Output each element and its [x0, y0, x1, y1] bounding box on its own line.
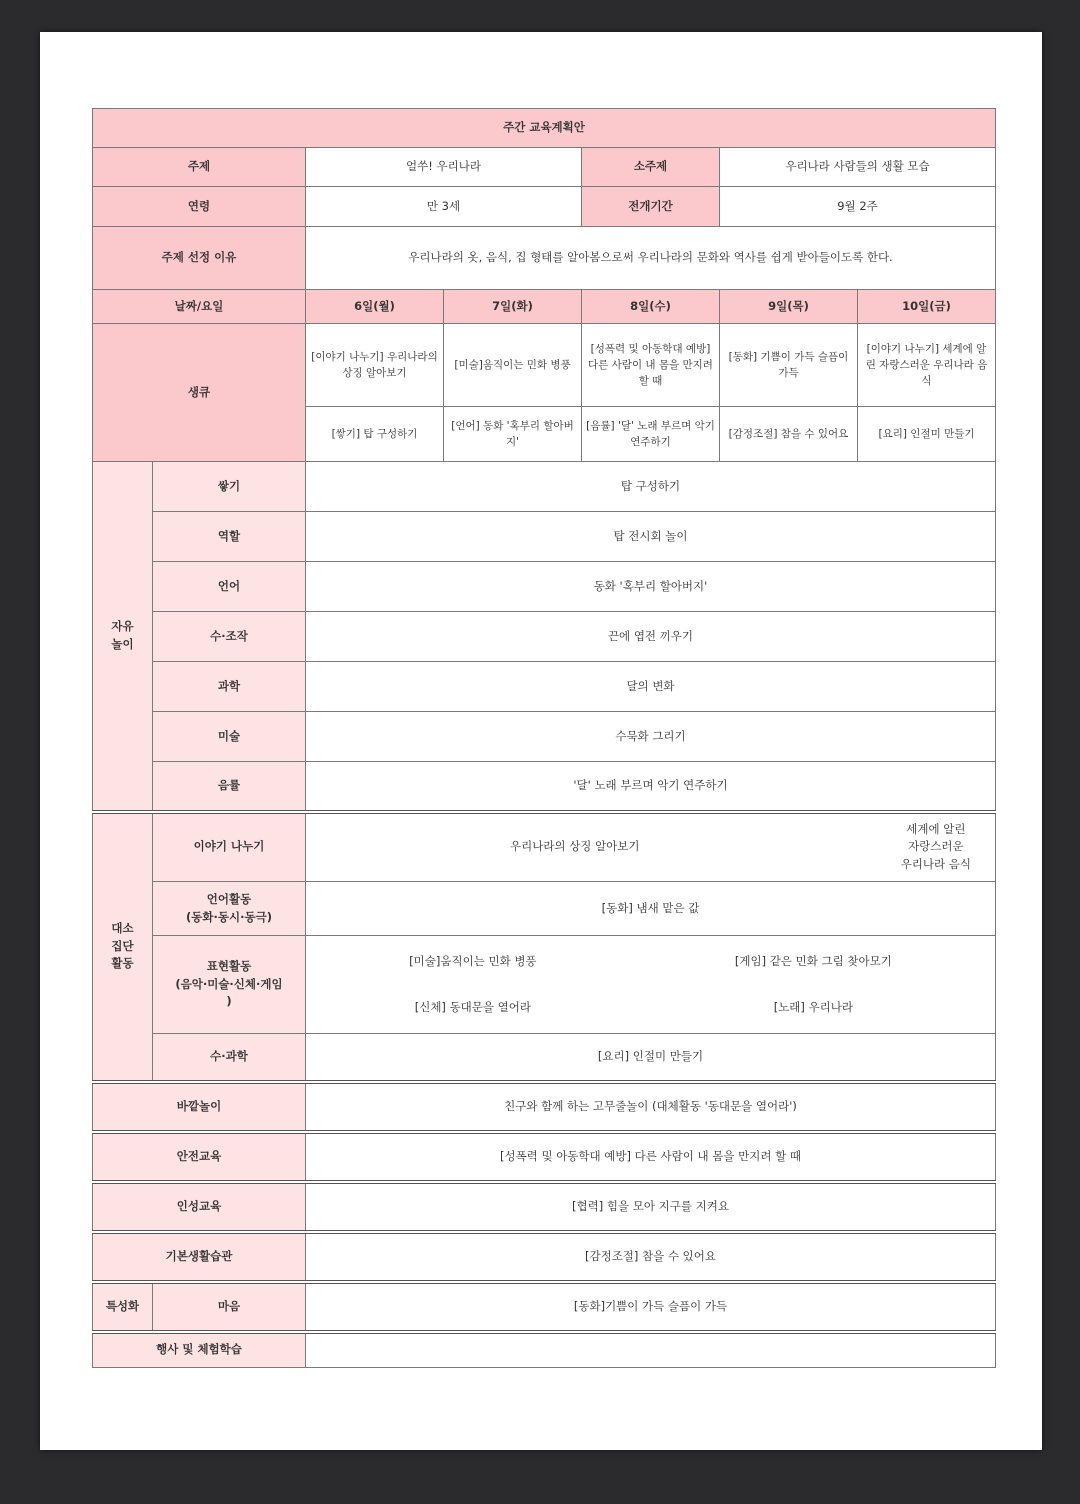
- event-value: [306, 1332, 996, 1368]
- free-play-area: 역할: [153, 512, 306, 562]
- free-play-activity: 탑 구성하기: [306, 462, 996, 512]
- special-label: 특성화: [93, 1282, 153, 1332]
- life-tue-2: [언어] 동화 '혹부리 할아버지': [444, 407, 582, 462]
- story-label: 이야기 나누기: [153, 812, 306, 882]
- free-play-area: 과학: [153, 662, 306, 712]
- habits-activity: [감정조절] 참을 수 있어요: [306, 1232, 996, 1282]
- habits-label: 기본생활습관: [93, 1232, 306, 1282]
- math-science-label: 수·과학: [153, 1034, 306, 1082]
- theme-label: 주제: [93, 148, 306, 187]
- subtheme-label: 소주제: [582, 148, 720, 187]
- expression-item: [미술]움직이는 민화 병풍: [409, 953, 537, 968]
- age-label: 연령: [93, 187, 306, 227]
- expression-item: [게임] 같은 민화 그림 찾아모기: [734, 953, 892, 968]
- free-play-area: 쌓기: [153, 462, 306, 512]
- life-wed-2: [음률] '달' 노래 부르며 악기 연주하기: [582, 407, 720, 462]
- day-tue: 7일(화): [444, 290, 582, 324]
- free-play-label: 자유 놀이: [93, 462, 153, 812]
- day-wed: 8일(수): [582, 290, 720, 324]
- period-value: 9월 2주: [720, 187, 996, 227]
- story-main: 우리나라의 상징 알아보기: [510, 839, 640, 854]
- theme-value: 얼쑤! 우리나라: [306, 148, 582, 187]
- story-cell: [306, 812, 996, 882]
- life-label: 생큐: [93, 324, 306, 462]
- document-page: [40, 32, 1042, 1450]
- large-group-label: 대소 집단 활동: [93, 812, 153, 1082]
- outdoor-activity: 친구와 함께 하는 고무줄놀이 (대체활동 '동대문을 열어라'): [306, 1082, 996, 1132]
- life-thu-2: [감정조절] 참을 수 있어요: [720, 407, 858, 462]
- free-play-activity: 수묵화 그리기: [306, 712, 996, 762]
- date-label: 날짜/요일: [93, 290, 306, 324]
- life-mon-1: [이야기 나누기] 우리나라의 상징 알아보기: [306, 324, 444, 407]
- life-mon-2: [쌓기] 탑 구성하기: [306, 407, 444, 462]
- plan-title: 주간 교육계획안: [93, 109, 996, 148]
- age-value: 만 3세: [306, 187, 582, 227]
- free-play-area: 음률: [153, 762, 306, 812]
- character-label: 인성교육: [93, 1182, 306, 1232]
- special-sub-label: 마음: [153, 1282, 306, 1332]
- free-play-area: 언어: [153, 562, 306, 612]
- math-science-activity: [요리] 인절미 만들기: [306, 1034, 996, 1082]
- free-play-activity: 달의 변화: [306, 662, 996, 712]
- reason-value: 우리나라의 옷, 음식, 집 형태를 알아봄으로써 우리나라의 문화와 역사를 쉽게 받아들이도록 한다.: [306, 227, 996, 290]
- story-side: 세계에 알린 자랑스러운 우리나라 음식: [900, 821, 971, 872]
- language-activity: [동화] 냄새 맡은 값: [306, 882, 996, 936]
- free-play-activity: '달' 노래 부르며 악기 연주하기: [306, 762, 996, 812]
- expression-item: [신체] 동대문을 열어라: [414, 999, 531, 1014]
- reason-label: 주제 선정 이유: [93, 227, 306, 290]
- free-play-activity: 탑 전시회 놀이: [306, 512, 996, 562]
- free-play-area: 수·조작: [153, 612, 306, 662]
- life-fri-2: [요리] 인절미 만들기: [858, 407, 996, 462]
- language-activity-label: 언어활동 (동화·동시·동극): [153, 882, 306, 936]
- subtheme-value: 우리나라 사람들의 생활 모습: [720, 148, 996, 187]
- day-mon: 6일(월): [306, 290, 444, 324]
- weekly-plan-table: [92, 108, 996, 1368]
- special-activity: [동화]기쁨이 가득 슬픔이 가득: [306, 1282, 996, 1332]
- life-fri-1: [이야기 나누기] 세계에 알린 자랑스러운 우리나라 음식: [858, 324, 996, 407]
- expression-item: [노래] 우리나라: [773, 999, 853, 1014]
- free-play-activity: 끈에 엽전 끼우기: [306, 612, 996, 662]
- expression-cell: [306, 936, 996, 1034]
- expression-activity-label: 표현활동 (음악·미술·신체·게임 ): [153, 936, 306, 1034]
- safety-activity: [성폭력 및 아동학대 예방] 다른 사람이 내 몸을 만지려 할 때: [306, 1132, 996, 1182]
- free-play-activity: 동화 '혹부리 할아버지': [306, 562, 996, 612]
- period-label: 전개기간: [582, 187, 720, 227]
- free-play-area: 미술: [153, 712, 306, 762]
- life-thu-1: [동화] 기쁨이 가득 슬픔이 가득: [720, 324, 858, 407]
- character-activity: [협력] 힘을 모아 지구를 지켜요: [306, 1182, 996, 1232]
- safety-label: 안전교육: [93, 1132, 306, 1182]
- event-label: 행사 및 체험학습: [93, 1332, 306, 1368]
- life-wed-1: [성폭력 및 아동학대 예방] 다른 사람이 내 몸을 만지려 할 때: [582, 324, 720, 407]
- day-thu: 9일(목): [720, 290, 858, 324]
- day-fri: 10일(금): [858, 290, 996, 324]
- outdoor-label: 바깥놀이: [93, 1082, 306, 1132]
- life-tue-1: [미술]움직이는 민화 병풍: [444, 324, 582, 407]
